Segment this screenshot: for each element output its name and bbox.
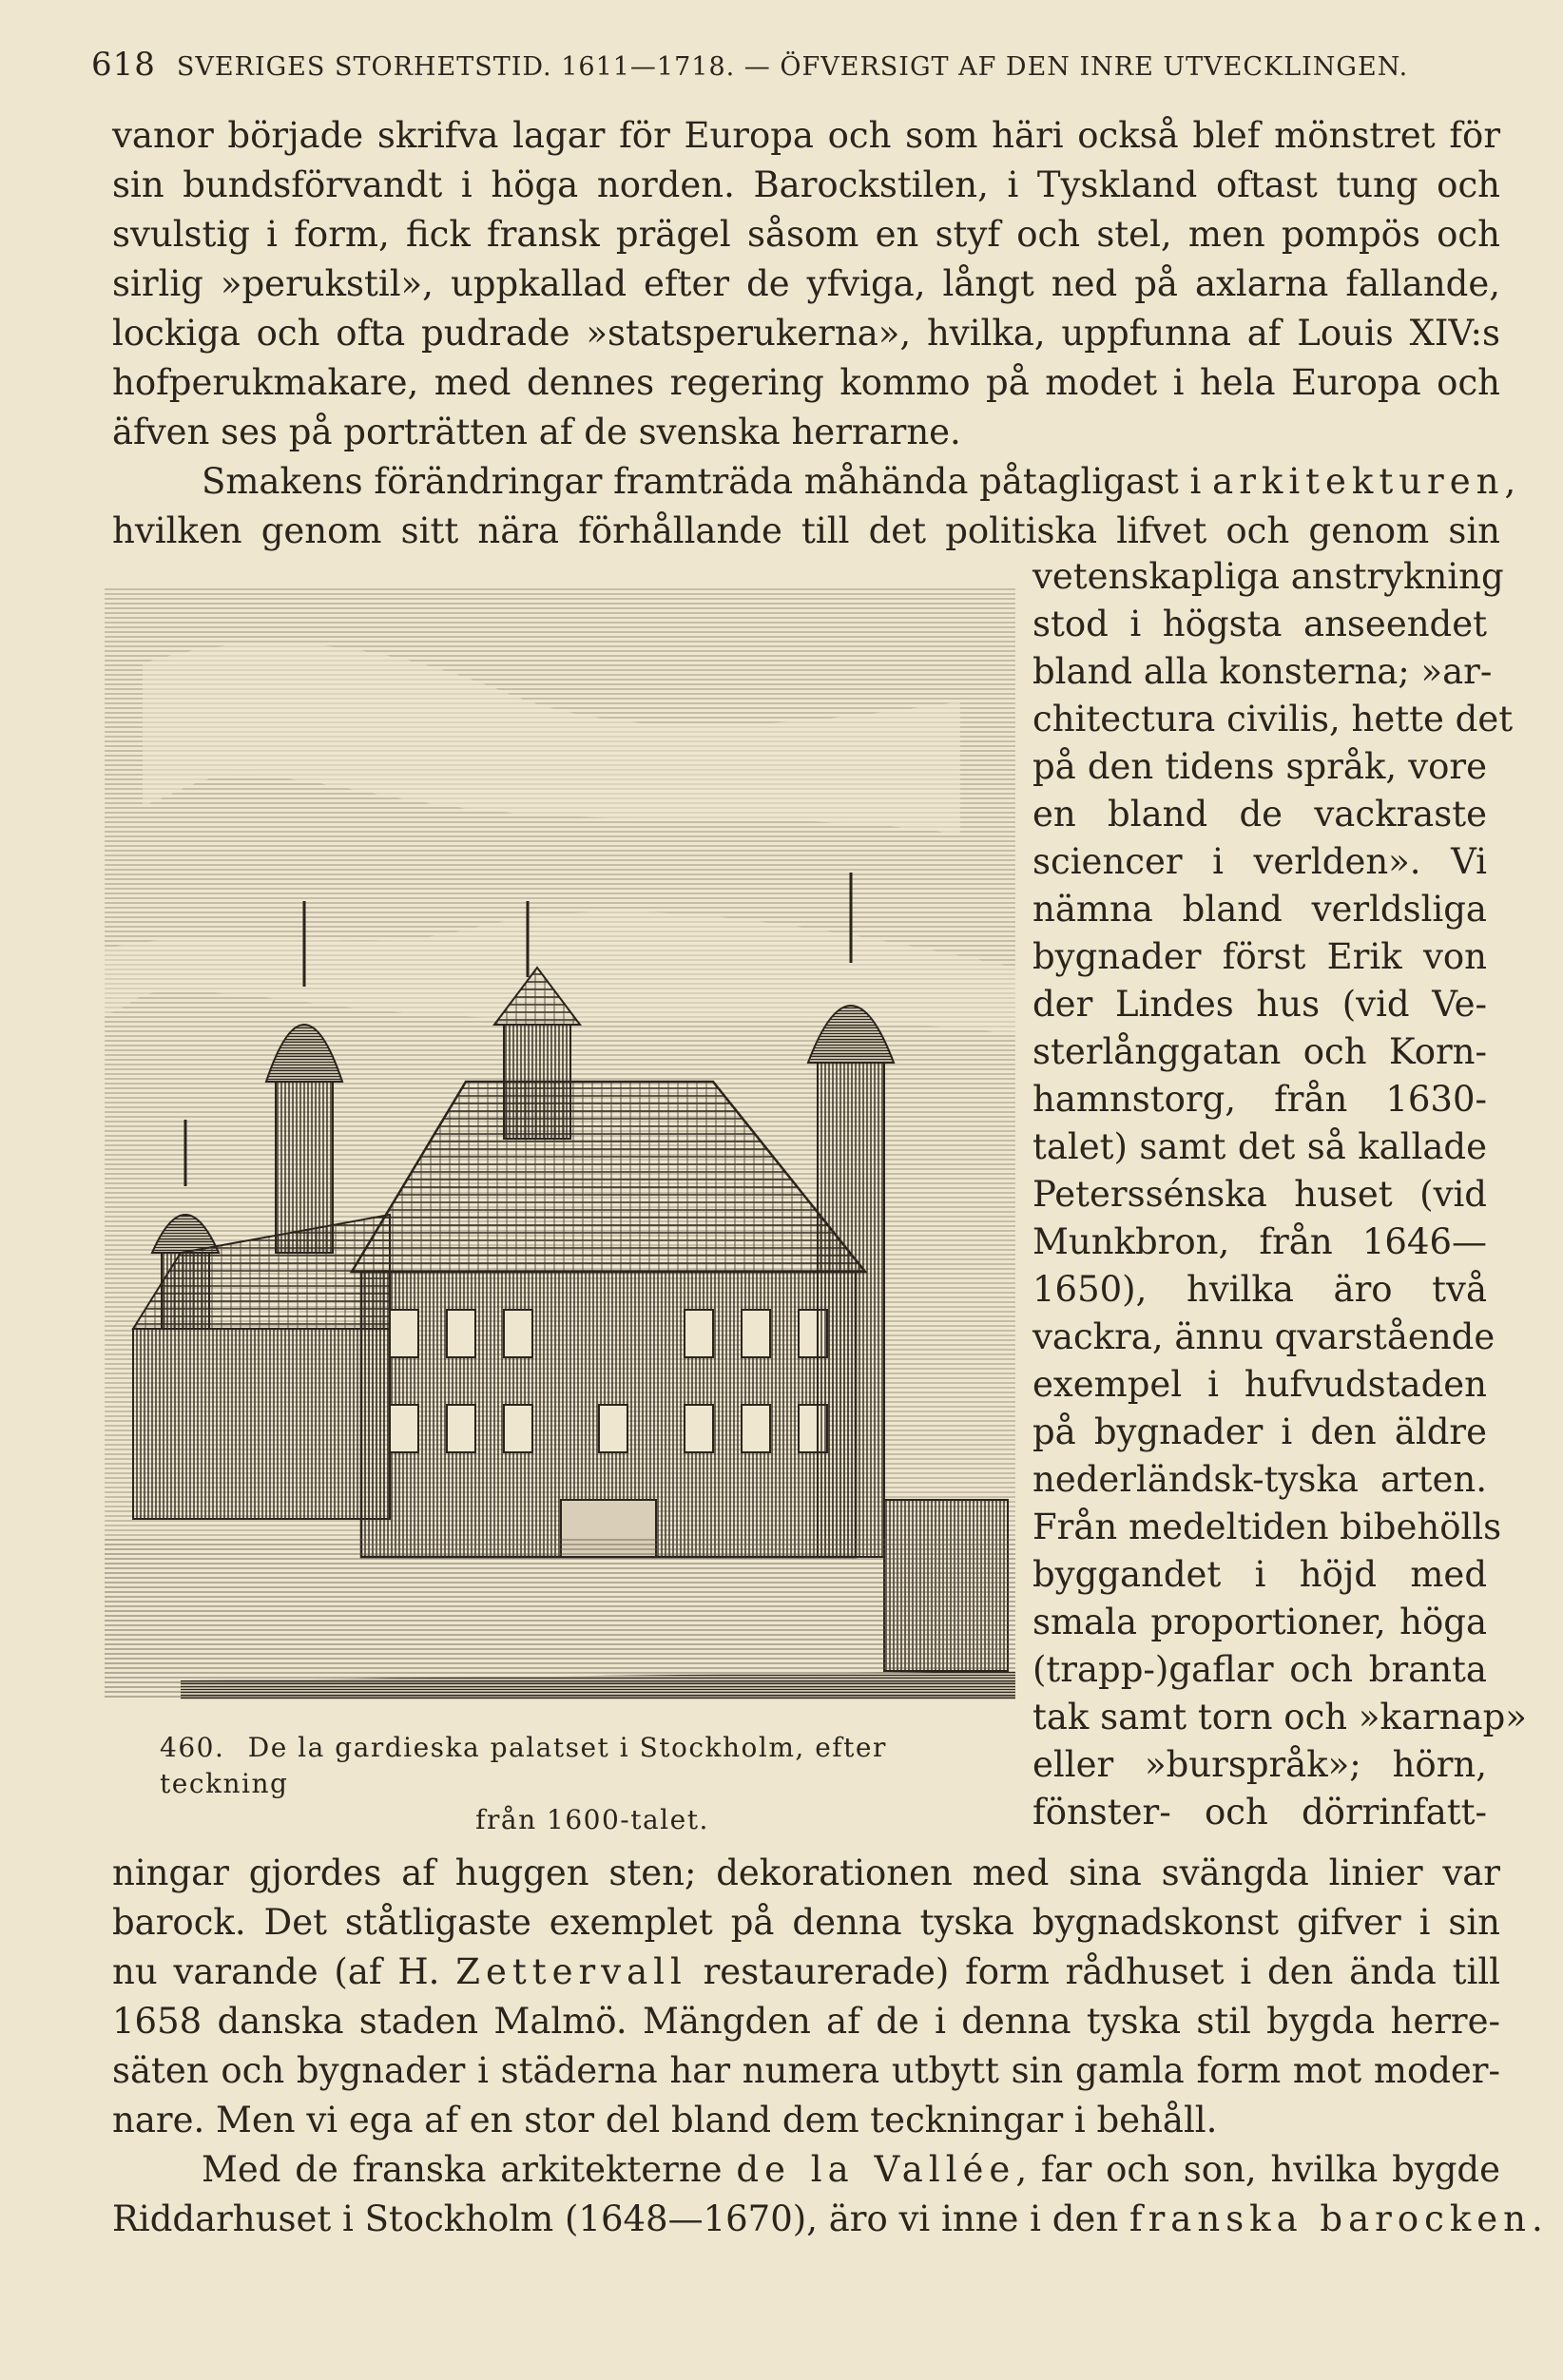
figure-number: 460. [160, 1732, 225, 1763]
spaced-term: Zettervall [455, 1951, 687, 1992]
side-text-line: fönster- och dörrinfatt- [1032, 1792, 1487, 1833]
text-line: svulstig i form, fick fransk prägel såsom en styf och stel, men pompös och [112, 214, 1500, 255]
text-line: sirlig »perukstil», uppkallad efter de yfviga, långt ned på axlarna fallande, [112, 263, 1500, 304]
side-text-line: bygnader först Erik von [1032, 936, 1487, 977]
text-run: Riddarhuset i Stockholm (1648—1670), äro vi inne i den [112, 2198, 1129, 2239]
side-text-line: (trapp-)gaflar och branta [1032, 1649, 1487, 1690]
text-line: vanor började skrifva lagar för Europa och som häri också blef mönstret för [112, 115, 1500, 156]
side-text-line: Peterssénska huset (vid [1032, 1174, 1487, 1215]
text-line [202, 2146, 1500, 2194]
text-line: hofperukmakare, med dennes regering kommo på modet i hela Europa och [112, 362, 1500, 403]
text-line: lockiga och ofta pudrade »statsperukerna», hvilka, uppfunna af Louis XIV:s [112, 313, 1500, 354]
text-line: barock. Det ståtligaste exemplet på denna tyska bygnadskonst gifver i sin [112, 1902, 1500, 1943]
side-text-line: Munkbron, från 1646— [1032, 1221, 1487, 1262]
side-text-line: nämna bland verldsliga [1032, 889, 1487, 930]
spaced-term: franska barocken [1129, 2198, 1532, 2239]
side-text-line: sciencer i verlden». Vi [1032, 841, 1487, 882]
side-text-line: tak samt torn och »karnap» [1032, 1697, 1527, 1737]
caption-line: från 1600-talet. [475, 1804, 709, 1835]
side-text-line: stod i högsta anseendet [1032, 604, 1487, 644]
text-run: nu varande (af H. [112, 1951, 456, 1992]
palace-engraving [105, 587, 1015, 1699]
side-text-line: på bygnader i den äldre [1032, 1411, 1487, 1452]
side-text-line: der Lindes hus (vid Ve- [1032, 984, 1487, 1025]
text-run: Smakens förändringar framträda måhända påtagligast i [202, 461, 1213, 502]
text-line [112, 2196, 1543, 2243]
figure-caption [160, 1730, 987, 1838]
side-text-line: nederländsk-tyska arten. [1032, 1459, 1487, 1500]
side-text-line: sterlånggatan och Korn- [1032, 1031, 1487, 1072]
text-line: hvilken genom sitt nära förhållande till det politiska lifvet och genom sin [112, 510, 1500, 551]
side-text-line: exempel i hufvudstaden [1032, 1364, 1487, 1405]
text-line [112, 1948, 1500, 1996]
side-text-line: 1650), hvilka äro två [1032, 1269, 1487, 1310]
text-line: ningar gjordes af huggen sten; dekorationen med sina svängda linier var [112, 1852, 1500, 1893]
side-text-line: hamnstorg, från 1630- [1032, 1079, 1487, 1120]
side-text-line: smala proportioner, höga [1032, 1602, 1487, 1642]
caption-line: De la gardieska palatset i Stockholm, efter teckning [160, 1732, 887, 1799]
text-line: sin bundsförvandt i höga norden. Barockstilen, i Tyskland oftast tung och [112, 164, 1500, 205]
text-line [202, 458, 1516, 506]
side-text-line: eller »burspråk»; hörn, [1032, 1744, 1487, 1785]
spaced-term: de la Vallée [736, 2149, 1016, 2190]
side-text-line: en bland de vackraste [1032, 794, 1487, 835]
side-text-line: vetenskapliga anstrykning [1032, 556, 1504, 597]
text-line: nare. Men vi ega af en stor del bland dem teckningar i behåll. [112, 2100, 1218, 2140]
side-text-line: talet) samt det så kallade [1032, 1126, 1487, 1167]
text-line: äfven ses på porträtten af de svenska herrarne. [112, 412, 961, 452]
text-run: , far och son, hvilka bygde [1015, 2149, 1500, 2190]
running-header [91, 46, 1489, 86]
text-run: Med de franska arkitekterne [202, 2149, 737, 2190]
side-text-line: byggandet i höjd med [1032, 1554, 1487, 1595]
side-text-line: chitectura civilis, hette det [1032, 699, 1514, 739]
side-text-line: på den tidens språk, vore [1032, 746, 1487, 787]
figure-engraving [105, 587, 1015, 1699]
side-text-line: vackra, ännu qvarstående [1032, 1316, 1495, 1357]
side-text-line: Från medeltiden bibehölls [1032, 1507, 1502, 1547]
running-title: SVERIGES STORHETSTID. 1611—1718. — ÖFVERSIGT AF DEN INRE UTVECKLINGEN. [176, 52, 1409, 82]
text-run: . [1532, 2198, 1543, 2239]
text-run: , [1504, 461, 1516, 502]
page-number: 618 [91, 46, 156, 84]
side-text-line: bland alla konsterna; »ar- [1032, 651, 1493, 692]
text-line: 1658 danska staden Malmö. Mängden af de i denna tyska stil bygda herre- [112, 2001, 1500, 2042]
spaced-term: arkitekturen [1212, 461, 1505, 502]
text-line: säten och bygnader i städerna har numera utbytt sin gamla form mot moder- [112, 2050, 1500, 2091]
text-run: restaurerade) form rådhuset i den ända till [686, 1951, 1500, 1992]
